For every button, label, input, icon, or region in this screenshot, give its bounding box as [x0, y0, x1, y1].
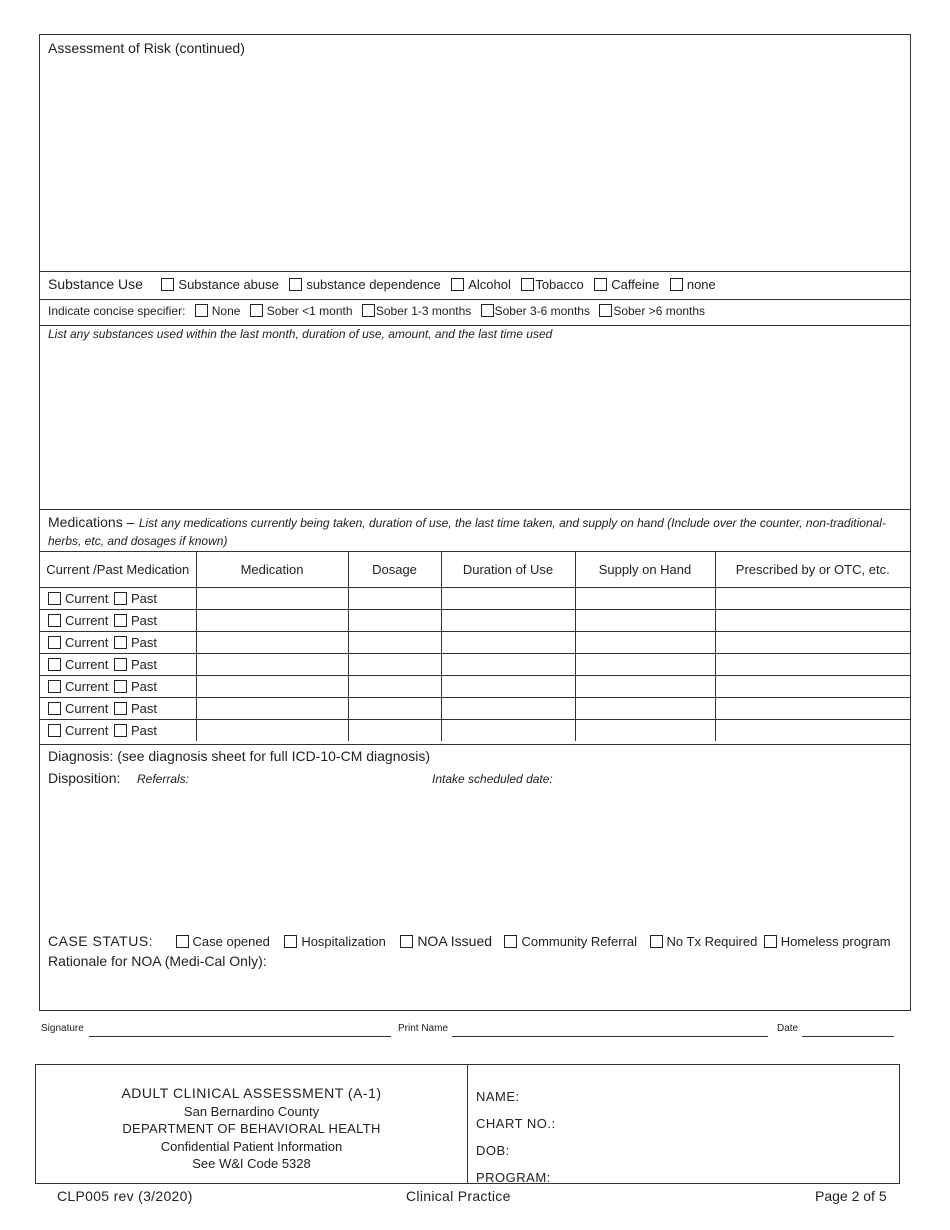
prescribed-cell[interactable] [715, 698, 910, 720]
rationale-label: Rationale for NOA (Medi-Cal Only): [48, 953, 267, 969]
prescribed-cell[interactable] [715, 720, 910, 742]
table-row [40, 720, 910, 742]
table-row [40, 654, 910, 676]
page-number: Page 2 of 5 [815, 1188, 887, 1204]
checkbox[interactable] [195, 304, 208, 317]
footer-title: ADULT CLINICAL ASSESSMENT (A-1) [121, 1085, 382, 1101]
duration-cell[interactable] [441, 698, 575, 720]
supply-cell[interactable] [575, 698, 715, 720]
form-frame [39, 34, 911, 1011]
checkbox[interactable] [161, 278, 174, 291]
medications-table [40, 551, 910, 741]
assessment-text-area[interactable] [40, 57, 910, 269]
supply-cell[interactable] [575, 654, 715, 676]
substance-use-label: Substance Use [48, 276, 143, 292]
current-past-cell: Current Past [40, 588, 196, 610]
dob-field[interactable]: DOB: [476, 1143, 510, 1158]
alcohol-option[interactable]: Alcohol [451, 277, 511, 292]
past-checkbox[interactable] [114, 702, 127, 715]
substance-use-row [48, 276, 722, 294]
checkbox[interactable] [594, 278, 607, 291]
header-current-past: Current /Past Medication [40, 552, 196, 588]
prescribed-cell[interactable] [715, 654, 910, 676]
duration-cell[interactable] [441, 676, 575, 698]
chart-no-field[interactable]: CHART NO.: [476, 1116, 556, 1131]
past-checkbox[interactable] [114, 592, 127, 605]
homeless-program-option[interactable]: Homeless program [764, 934, 891, 949]
community-referral-option[interactable]: Community Referral [504, 934, 637, 949]
disposition-label: Disposition: [48, 770, 121, 786]
date-field[interactable] [802, 1036, 894, 1037]
medication-cell[interactable] [196, 720, 348, 742]
medication-cell[interactable] [196, 632, 348, 654]
specifier-none-option[interactable]: None [195, 304, 241, 318]
checkbox[interactable] [284, 935, 297, 948]
signature-label: Signature [41, 1023, 84, 1034]
medication-cell[interactable] [196, 654, 348, 676]
divider [40, 325, 910, 326]
checkbox[interactable] [504, 935, 517, 948]
print-name-label: Print Name [398, 1023, 449, 1034]
dosage-cell[interactable] [348, 632, 441, 654]
noa-issued-option[interactable]: NOA Issued [400, 933, 492, 949]
supply-cell[interactable] [575, 632, 715, 654]
medication-cell[interactable] [196, 588, 348, 610]
divider [40, 299, 910, 300]
current-checkbox[interactable] [48, 658, 61, 671]
checkbox[interactable] [176, 935, 189, 948]
diagnosis-label: Diagnosis: (see diagnosis sheet for full ICD-10-CM diagnosis) [48, 748, 431, 764]
substances-instructions: List any substances used within the last month, duration of use, amount, and the last time used [48, 327, 553, 341]
duration-cell[interactable] [441, 610, 575, 632]
intake-date-label: Intake scheduled date: [432, 772, 553, 786]
current-past-cell: Current Past [40, 676, 196, 698]
tobacco-option[interactable]: Tobacco [521, 277, 583, 292]
checkbox[interactable] [481, 304, 494, 317]
footer-code: See W&I Code 5328 [192, 1156, 311, 1171]
program-field[interactable]: PROGRAM: [476, 1170, 551, 1185]
medications-label: Medications – [48, 514, 135, 530]
dosage-cell[interactable] [348, 720, 441, 742]
dosage-cell[interactable] [348, 654, 441, 676]
past-checkbox[interactable] [114, 724, 127, 737]
checkbox[interactable] [289, 278, 302, 291]
dosage-cell[interactable] [348, 610, 441, 632]
specifier-sober-lt1-option[interactable]: Sober <1 month [250, 304, 353, 318]
form-id: CLP005 rev (3/2020) [57, 1188, 193, 1204]
footer-divider [467, 1065, 468, 1183]
signature-field[interactable] [89, 1036, 391, 1037]
past-checkbox[interactable] [114, 636, 127, 649]
current-past-cell: Current Past [40, 654, 196, 676]
table-row [40, 632, 910, 654]
header-prescribed: Prescribed by or OTC, etc. [715, 552, 910, 588]
substances-text-area[interactable] [40, 345, 910, 507]
caffeine-option[interactable]: Caffeine [594, 277, 659, 292]
case-opened-option[interactable]: Case opened [176, 934, 270, 949]
assessment-title: Assessment of Risk (continued) [48, 40, 245, 56]
medication-cell[interactable] [196, 698, 348, 720]
dosage-cell[interactable] [348, 676, 441, 698]
none-option[interactable]: none [670, 277, 716, 292]
prescribed-cell[interactable] [715, 676, 910, 698]
checkbox[interactable] [521, 278, 534, 291]
medications-heading [48, 513, 898, 550]
past-checkbox[interactable] [114, 658, 127, 671]
supply-cell[interactable] [575, 610, 715, 632]
case-status-row [48, 933, 891, 951]
checkbox[interactable] [670, 278, 683, 291]
footer-box [35, 1064, 900, 1184]
supply-cell[interactable] [575, 588, 715, 610]
specifier-row [48, 304, 711, 318]
current-checkbox[interactable] [48, 702, 61, 715]
checkbox[interactable] [599, 304, 612, 317]
divider [40, 509, 910, 510]
current-checkbox[interactable] [48, 724, 61, 737]
current-checkbox[interactable] [48, 636, 61, 649]
specifier-sober-gt6-option[interactable]: Sober >6 months [599, 304, 705, 318]
medication-cell[interactable] [196, 676, 348, 698]
prescribed-cell[interactable] [715, 632, 910, 654]
current-checkbox[interactable] [48, 592, 61, 605]
print-name-field[interactable] [452, 1036, 768, 1037]
medications-instructions: List any medications currently being taken, duration of use, the last time taken, and supply on hand (Include over the counter, non-traditional-herbs, etc, and dosages if known) [48, 516, 886, 548]
table-row [40, 676, 910, 698]
duration-cell[interactable] [441, 720, 575, 742]
current-past-cell: Current Past [40, 610, 196, 632]
divider [40, 271, 910, 272]
checkbox[interactable] [362, 304, 375, 317]
header-supply: Supply on Hand [575, 552, 715, 588]
footer-confidential: Confidential Patient Information [160, 1138, 343, 1154]
specifier-label: Indicate concise specifier: [48, 304, 186, 318]
current-checkbox[interactable] [48, 614, 61, 627]
substance-abuse-option[interactable]: Substance abuse [161, 277, 278, 292]
footer-org-info [36, 1085, 467, 1173]
supply-cell[interactable] [575, 676, 715, 698]
case-status-label: CASE STATUS: [48, 933, 154, 949]
name-field[interactable]: NAME: [476, 1089, 520, 1104]
no-tx-required-option[interactable]: No Tx Required [650, 934, 758, 949]
medication-cell[interactable] [196, 610, 348, 632]
form-category: Clinical Practice [406, 1188, 511, 1204]
dosage-cell[interactable] [348, 698, 441, 720]
referrals-label: Referrals: [137, 772, 190, 786]
header-duration: Duration of Use [441, 552, 575, 588]
checkbox[interactable] [400, 935, 413, 948]
table-row [40, 610, 910, 632]
current-checkbox[interactable] [48, 680, 61, 693]
current-past-cell: Current Past [40, 720, 196, 742]
hospitalization-option[interactable]: Hospitalization [284, 934, 386, 949]
table-row [40, 588, 910, 610]
header-dosage: Dosage [348, 552, 441, 588]
checkbox[interactable] [764, 935, 777, 948]
specifier-sober-3-6-option[interactable]: Sober 3-6 months [481, 304, 590, 318]
dosage-cell[interactable] [348, 588, 441, 610]
header-medication: Medication [196, 552, 348, 588]
duration-cell[interactable] [441, 632, 575, 654]
footer-department: DEPARTMENT OF BEHAVIORAL HEALTH [122, 1121, 381, 1136]
past-checkbox[interactable] [114, 614, 127, 627]
patient-fields [476, 1083, 556, 1191]
checkbox[interactable] [250, 304, 263, 317]
disposition-text-area[interactable] [40, 791, 910, 926]
supply-cell[interactable] [575, 720, 715, 742]
substance-dependence-option[interactable]: substance dependence [289, 277, 440, 292]
duration-cell[interactable] [441, 588, 575, 610]
divider [40, 744, 910, 745]
footer-county: San Bernardino County [183, 1103, 320, 1119]
table-header-row [40, 552, 910, 588]
checkbox[interactable] [650, 935, 663, 948]
checkbox[interactable] [451, 278, 464, 291]
prescribed-cell[interactable] [715, 610, 910, 632]
duration-cell[interactable] [441, 654, 575, 676]
prescribed-cell[interactable] [715, 588, 910, 610]
past-checkbox[interactable] [114, 680, 127, 693]
current-past-cell: Current Past [40, 632, 196, 654]
specifier-sober-1-3-option[interactable]: Sober 1-3 months [362, 304, 471, 318]
table-row [40, 698, 910, 720]
current-past-cell: Current Past [40, 698, 196, 720]
date-label: Date [777, 1023, 799, 1034]
